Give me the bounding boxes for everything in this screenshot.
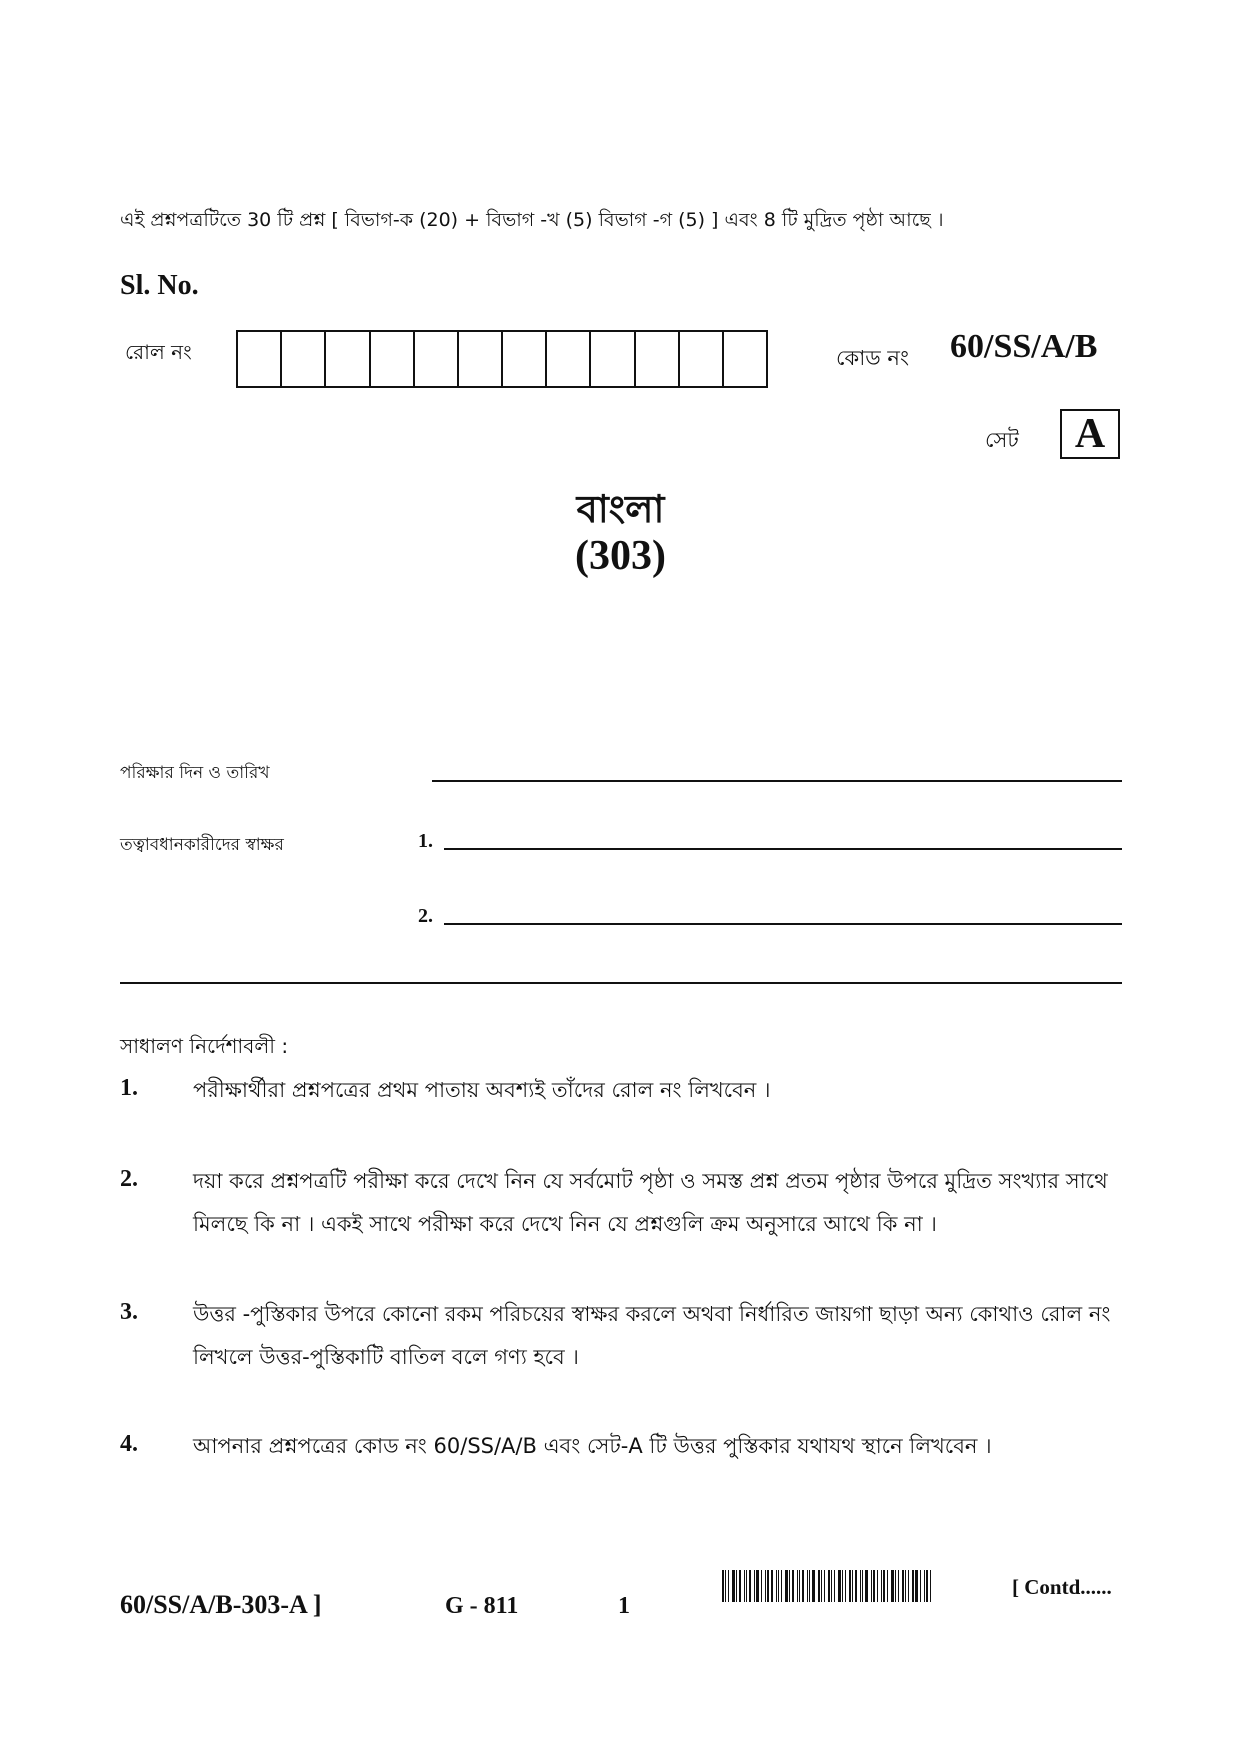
barcode-bar [746,1570,747,1602]
instruction-4-text: আপনার প্রশ্নপত্রের কোড নং 60/SS/A/B এবং সেট-A টি উত্তর পুস্তিকার যথাযথ স্থানে লিখবেন । [193,1434,992,1458]
barcode-bar [838,1570,841,1602]
barcode-bar [736,1570,737,1602]
set-label: সেট [985,428,1019,452]
barcode-bar [926,1570,928,1602]
roll-number-box[interactable] [326,332,370,386]
barcode-bar [849,1570,851,1602]
barcode-bar [877,1570,878,1602]
roll-number-box[interactable] [371,332,415,386]
invigilator-signature-label: তত্বাবধানকারীদের স্বাক্ষর [120,835,284,855]
barcode-bar [732,1570,735,1602]
barcode-bar [908,1570,909,1602]
roll-number-box[interactable] [238,332,282,386]
barcode-bar [728,1570,729,1602]
barcode-bar [873,1570,875,1602]
roll-number-box[interactable] [547,332,591,386]
roll-number-box[interactable] [680,332,724,386]
roll-number-boxes[interactable] [236,330,768,388]
barcode-bar [776,1570,777,1602]
barcode-bar [883,1570,885,1602]
barcode-bar [781,1570,782,1602]
subject-code: (303) [575,533,666,579]
barcode-bar [920,1570,921,1602]
barcode-bar [797,1570,798,1602]
instruction-1-number: 1. [120,1075,138,1101]
barcode-bar [898,1570,899,1602]
barcode-bar [862,1570,863,1602]
barcode-bar [887,1570,888,1602]
signature-2-line[interactable] [444,923,1122,925]
signature-1-line[interactable] [444,848,1122,850]
barcode-bar [722,1570,724,1602]
barcode-bar [828,1570,830,1602]
roll-number-box[interactable] [459,332,503,386]
barcode-bar [855,1570,857,1602]
barcode-bar [771,1570,773,1602]
barcode-bar [812,1570,815,1602]
barcode-bar [902,1570,904,1602]
instruction-3-text: উত্তর -পুস্তিকার উপরে কোনো রকম পরিচয়ের স্বাক্ষর করলে অথবা নির্ধারিত জায়গা ছাড়া অন্য কোথাও রোল নং লিখলে উত্তর-পুস্তিকাটি বাতিল বলে গণ্য হবে । [193,1302,1111,1369]
roll-number-box[interactable] [591,332,635,386]
instructions-heading: সাধালণ নির্দেশাবলী : [120,1034,289,1058]
barcode-bar [912,1570,914,1602]
roll-number-box[interactable] [724,332,766,386]
barcode-bar [761,1570,762,1602]
set-value-box: A [1060,409,1120,459]
signature-1-number: 1. [418,830,433,852]
barcode-bar [865,1570,868,1602]
barcode-bar [807,1570,808,1602]
barcode-bar [756,1570,759,1602]
barcode [722,1570,972,1602]
barcode-bar [754,1570,755,1602]
barcode-bar [749,1570,751,1602]
instruction-2-number: 2. [120,1166,138,1192]
exam-date-label: পরিক্ষার দিন ও তারিখ [120,763,270,783]
barcode-bar [824,1570,825,1602]
section-divider [120,982,1122,984]
barcode-bar [930,1570,931,1602]
barcode-bar [744,1570,745,1602]
instruction-1-text: পরীক্ষার্থীরা প্রশ্নপত্রের প্রথম পাতায় অবশ্যই তাঁদের রোল নং লিখবেন । [193,1078,771,1102]
barcode-bar [924,1570,925,1602]
instruction-3-number: 3. [120,1299,138,1325]
barcode-bar [845,1570,846,1602]
signature-2-number: 2. [418,905,433,927]
barcode-bar [834,1570,835,1602]
footer-paper-code: 60/SS/A/B-303-A ] [120,1590,322,1619]
footer-series: G - 811 [445,1593,519,1619]
barcode-bar [778,1570,779,1602]
barcode-bar [767,1570,769,1602]
roll-number-box[interactable] [415,332,459,386]
instruction-2-text: দয়া করে প্রশ্নপত্রটি পরীক্ষা করে দেখে নিন যে সর্বমোট পৃষ্ঠা ও সমস্ত প্রশ্ন প্রতম পৃষ্ঠার উপরে মুদ্রিত সংখ্যার সাথে মিলছে কি না । একই সাথে পরীক্ষা করে দেখে নিন যে প্রশ্নগুলি ক্রম অনুসারে আথে কি না । [193,1169,1108,1236]
barcode-bar [785,1570,788,1602]
barcode-bar [799,1570,800,1602]
barcode-bar [831,1570,832,1602]
code-number-label: কোড নং [836,346,910,370]
barcode-bar [802,1570,804,1602]
barcode-bar [818,1570,820,1602]
barcode-bar [792,1570,794,1602]
roll-number-box[interactable] [282,332,326,386]
footer-page-number: 1 [618,1593,630,1619]
serial-number-label: Sl. No. [120,270,199,301]
barcode-bar [852,1570,853,1602]
barcode-bar [842,1570,843,1602]
barcode-bar [765,1570,766,1602]
exam-date-line[interactable] [432,780,1122,782]
roll-number-box[interactable] [636,332,680,386]
code-number-value: 60/SS/A/B [950,328,1098,365]
footer-continued: [ Contd...... [1012,1575,1112,1599]
barcode-bar [915,1570,918,1602]
instruction-4-number: 4. [120,1431,138,1457]
subject-title: বাংলা [576,487,665,531]
barcode-bar [809,1570,810,1602]
barcode-bar [895,1570,896,1602]
roll-number-box[interactable] [503,332,547,386]
barcode-bar [821,1570,822,1602]
barcode-bar [881,1570,882,1602]
barcode-bar [725,1570,726,1602]
barcode-bar [905,1570,906,1602]
barcode-bar [891,1570,894,1602]
roll-number-label: রোল নং [125,340,192,364]
question-count-info: এই প্রশ্নপত্রটিতে 30 টি প্রশ্ন [ বিভাগ-ক (20) + বিভাগ -খ (5) বিভাগ -গ (5) ] এবং 8 টি মুদ্রিত পৃষ্ঠা আছে । [120,209,944,231]
barcode-bar [860,1570,861,1602]
barcode-bar [871,1570,872,1602]
barcode-bar [739,1570,741,1602]
barcode-bar [789,1570,790,1602]
